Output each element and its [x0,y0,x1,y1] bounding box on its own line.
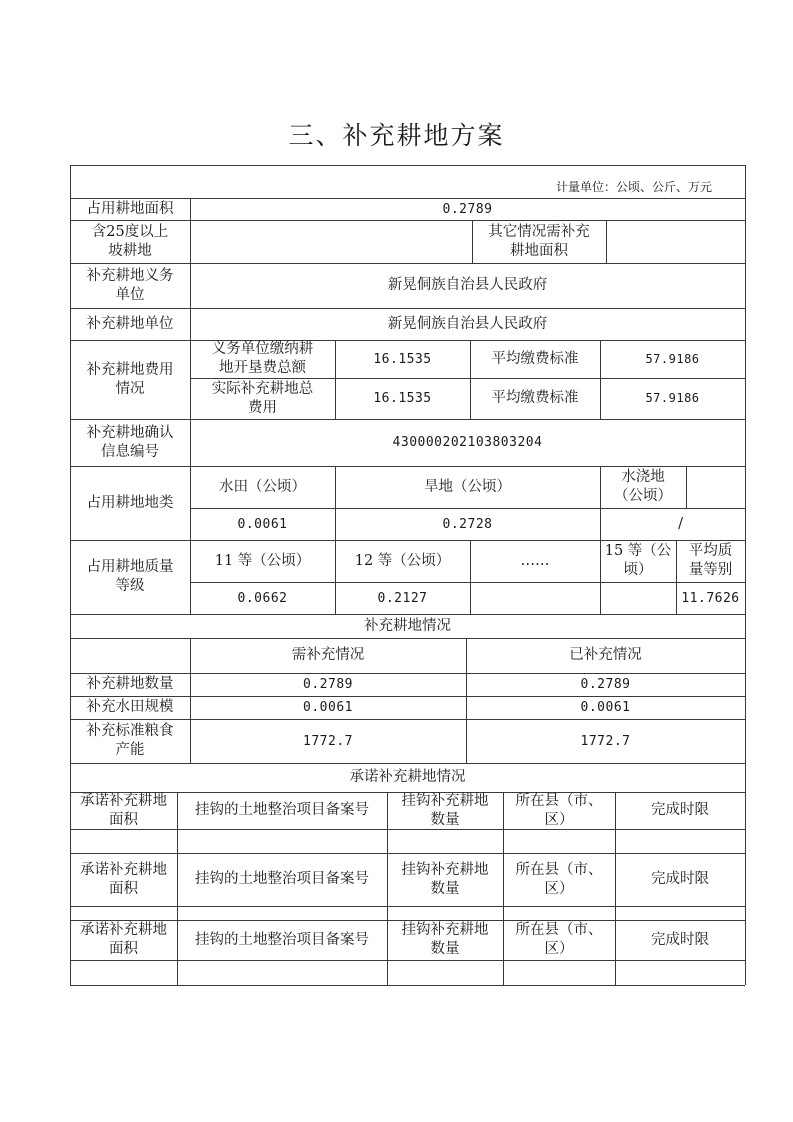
promise-header: 承诺补充耕地情况 [349,769,466,785]
cost-row-std-label: 平均缴费标准 [491,390,579,406]
grid-line [745,165,746,985]
supplement-row-need: 0.0061 [303,700,353,715]
grade-15-label: 15 等（公 顷） [604,543,672,578]
supplement-row-label: 补充耕地数量 [86,676,174,692]
quality-label: 占用耕地质量 等级 [86,559,174,594]
dry-value: 0.2728 [442,516,493,532]
promise-county-label: 所在县（市、 区） [515,792,603,828]
promise-deadline-label: 完成时限 [651,802,709,818]
grid-line [606,220,607,263]
land-type-label: 占用耕地地类 [86,494,174,511]
supplement-row-done: 1772.7 [580,733,631,749]
obligation-unit-value: 新晃侗族自治县人民政府 [387,277,548,293]
grade-12-value: 0.2127 [377,590,428,606]
promise-qty-label: 挂钩补充耕地 数量 [401,922,489,957]
cost-row-label: 义务单位缴纳耕 地开垦费总额 [211,341,314,376]
supplement-situation-header: 补充耕地情况 [364,617,451,634]
supplement-row-label: 补充水田规模 [86,699,174,715]
confirm-code-value: 430000202103803204 [392,435,543,450]
supplement-row-done: 0.0061 [580,700,631,715]
promise-area-label: 承诺补充耕地 面积 [80,792,167,828]
promise-qty-label: 挂钩补充耕地 数量 [401,792,489,828]
promise-area-label: 承诺补充耕地 面积 [80,861,167,897]
promise-county-label: 所在县（市、 区） [515,861,603,897]
promise-project-label: 挂钩的土地整治项目备案号 [195,871,369,887]
supplement-row-label: 补充标准粮食 产能 [86,723,174,758]
cost-label: 补充耕地费用 情况 [86,361,174,397]
confirm-code-label: 补充耕地确认 信息编号 [86,424,174,460]
promise-county-label: 所在县（市、 区） [515,922,603,957]
grid-line [686,466,687,508]
cost-row-value: 16.1535 [373,351,432,367]
occupied-area-label: 占用耕地面积 [86,200,174,217]
promise-project-label: 挂钩的土地整治项目备案号 [195,802,369,818]
promise-project-label: 挂钩的土地整治项目备案号 [195,931,369,948]
other-situation-label: 其它情况需补充 耕地面积 [488,223,590,259]
cost-row-label: 实际补充耕地总 费用 [211,380,314,416]
cost-row-std-value: 57.9186 [645,351,700,366]
obligation-unit-label: 补充耕地义务 单位 [86,267,174,303]
supplement-row-need: 0.2789 [303,677,353,692]
dry-label: 旱地（公顷） [424,478,511,495]
cost-row-std-value: 57.9186 [645,391,700,405]
cost-row-value: 16.1535 [373,391,432,406]
grade-11-value: 0.0662 [237,590,288,606]
grid-line [70,985,745,986]
unit-note: 计量单位：公顷、公斤、万元 [555,179,712,194]
cost-row-std-label: 平均缴费标准 [491,350,579,367]
grade-12-label: 12 等（公顷） [354,552,451,569]
promise-deadline-label: 完成时限 [651,871,709,887]
grade-dots: …… [520,552,550,569]
promise-deadline-label: 完成时限 [651,931,709,948]
promise-area-label: 承诺补充耕地 面积 [80,922,167,957]
irrigated-label: 水浇地 （公顷） [614,469,672,504]
grid-line [70,906,745,907]
supplement-unit-label: 补充耕地单位 [86,315,174,332]
occupied-area-value: 0.2789 [442,201,493,217]
supplement-unit-value: 新晃侗族自治县人民政府 [387,315,548,332]
grade-11-label: 11 等（公顷） [214,552,311,569]
avg-grade-value: 11.7626 [681,590,740,606]
grid-line [70,960,745,961]
need-label: 需补充情况 [291,647,365,663]
paddy-label: 水田（公顷） [219,478,306,495]
slope-label: 含25度以上 坡耕地 [91,223,169,259]
paddy-value: 0.0061 [237,516,288,532]
irrigated-value: / [678,515,683,532]
grid-line [70,165,745,166]
supplement-row-done: 0.2789 [580,677,631,692]
page-title: 三、补充耕地方案 [288,121,505,150]
supplement-row-need: 1772.7 [303,733,353,749]
done-label: 已补充情况 [569,647,642,663]
promise-qty-label: 挂钩补充耕地 数量 [401,861,489,897]
avg-grade-label: 平均质 量等别 [688,543,733,578]
